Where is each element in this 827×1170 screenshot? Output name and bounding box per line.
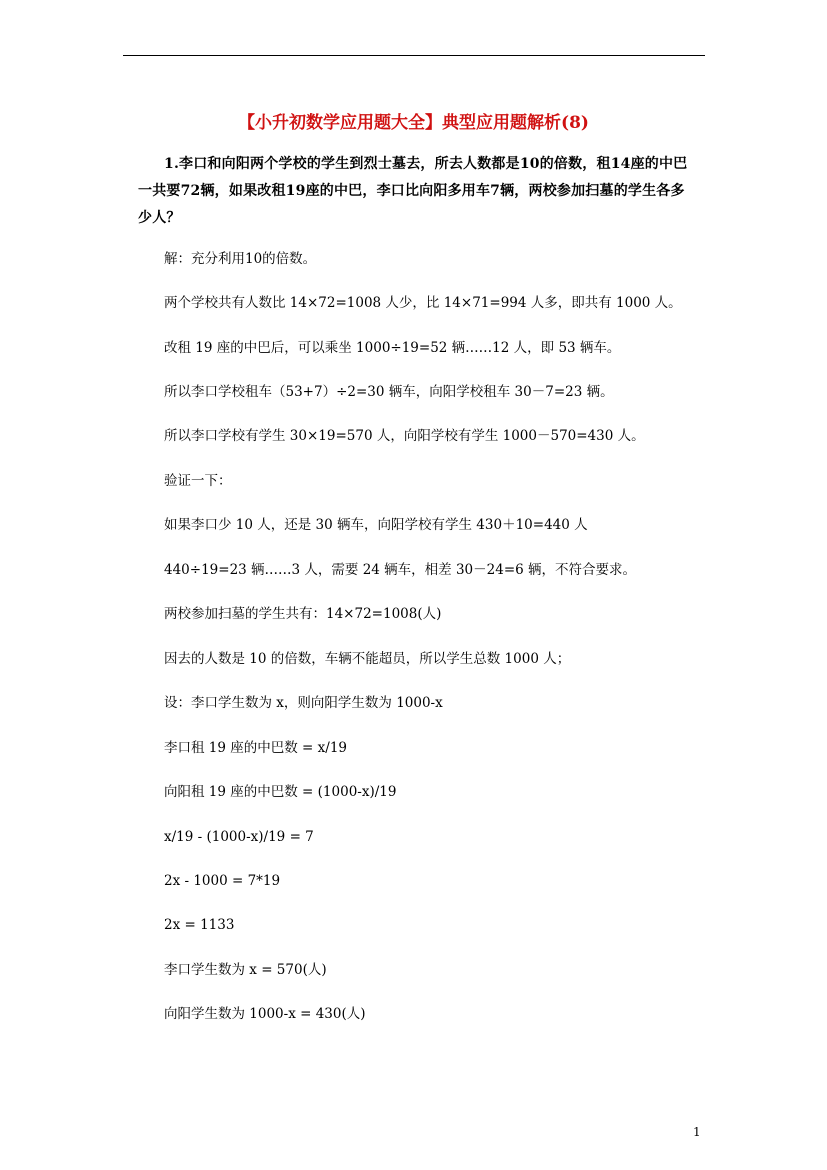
solution-line-15: 2x - 1000 = 7*19: [164, 873, 281, 889]
solution-line-13: 向阳租 19 座的中巴数 = (1000-x)/19: [164, 784, 397, 800]
solution-line-7: 如果李口少 10 人，还是 30 辆车，向阳学校有学生 430＋10=440 人: [164, 517, 588, 533]
solution-line-12: 李口租 19 座的中巴数 = x/19: [164, 740, 347, 756]
solution-line-1: 解：充分利用10的倍数。: [164, 251, 317, 267]
solution-line-18: 向阳学生数为 1000-x = 430(人): [164, 1006, 366, 1022]
solution-line-17: 李口学生数为 x = 570(人): [164, 962, 327, 978]
header-rule: [123, 55, 705, 56]
solution-line-9: 两校参加扫墓的学生共有：14×72=1008(人): [164, 606, 442, 622]
solution-line-3: 改租 19 座的中巴后，可以乘坐 1000÷19=52 辆……12 人，即 53 辆车。: [164, 340, 621, 356]
solution-line-5: 所以李口学校有学生 30×19=570 人，向阳学校有学生 1000－570=430 人。: [164, 428, 645, 444]
problem-statement: 1.李口和向阳两个学校的学生到烈士墓去，所去人数都是10的倍数，租14座的中巴一共要72辆，如果改租19座的中巴，李口比向阳多用车7辆，两校参加扫墓的学生各多少人？: [138, 156, 688, 226]
solution-line-4: 所以李口学校租车（53+7）÷2=30 辆车，向阳学校租车 30－7=23 辆。: [164, 384, 614, 400]
page-number: 1: [693, 1125, 701, 1139]
solution-line-16: 2x = 1133: [164, 917, 235, 933]
solution-line-2: 两个学校共有人数比 14×72=1008 人少，比 14×71=994 人多，即共有 1000 人。: [164, 295, 682, 311]
solution-line-10: 因去的人数是 10 的倍数，车辆不能超员，所以学生总数 1000 人；: [164, 651, 571, 667]
solution-line-11: 设：李口学生数为 x，则向阳学生数为 1000-x: [164, 695, 443, 711]
document-title: 【小升初数学应用题大全】典型应用题解析(8): [238, 113, 589, 133]
solution-line-6: 验证一下：: [164, 473, 232, 489]
solution-line-14: x/19 - (1000-x)/19 = 7: [164, 829, 314, 845]
solution-line-8: 440÷19=23 辆……3 人，需要 24 辆车，相差 30－24=6 辆，不符合要求。: [164, 562, 637, 578]
